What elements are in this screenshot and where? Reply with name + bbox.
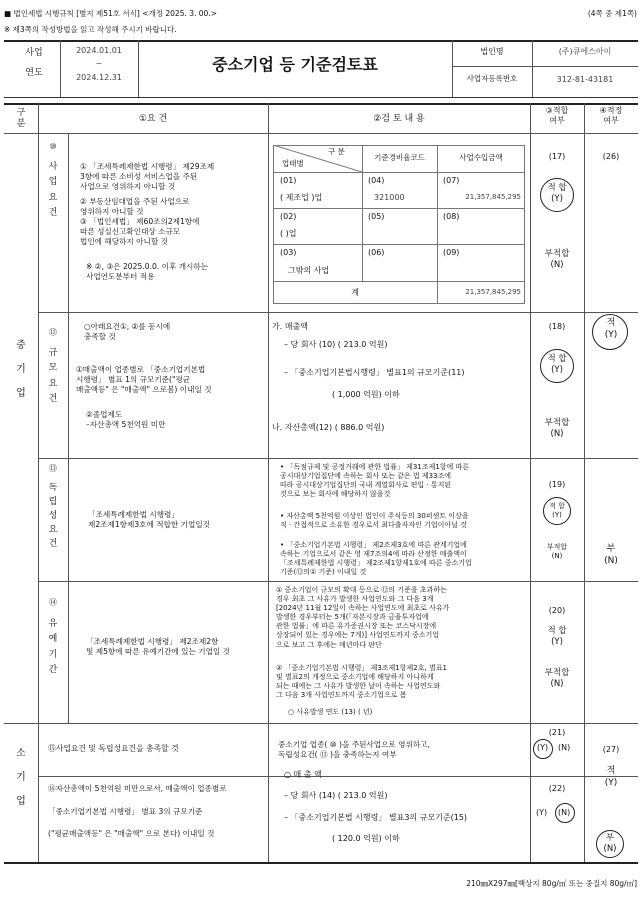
row-independence-label: 독 립 성 요 건: [48, 483, 58, 549]
small-req-16-line3: ("평균매출액등" 은 "매출액" 으로 본다) 이내일 것: [48, 829, 215, 838]
side-label-small: 소 기 업: [16, 748, 26, 807]
grid-head-code: 기준경비율코드: [374, 153, 425, 162]
small-req-16-line2: 「중소기업기본법 시행령」 별표 3의 규모기준: [48, 807, 203, 816]
scale-fit-number: (18): [548, 322, 566, 331]
year-separator: ~: [95, 59, 103, 68]
year-label-2: 연도: [25, 68, 43, 78]
reg-no-value: 312-81-43181: [556, 75, 614, 84]
row-business-number: ⑩: [49, 142, 57, 151]
grid-r1-industry: ( 제조업 )업: [280, 193, 323, 202]
scale-b-assets: 나. 자산총액(12) ( 886.0 억원): [272, 423, 385, 432]
corp-name-label: 법인명: [480, 47, 504, 56]
small-adequacy-number: (27): [602, 745, 620, 754]
row-business-label: 사 업 요 건: [48, 162, 58, 218]
row-grace-label: 유 예 기 간: [48, 619, 58, 675]
small-req-15: ⑮사업요건 및 독립성요건을 충족할 것: [48, 744, 179, 753]
year-to: 2024.12.31: [76, 73, 122, 82]
col-adequacy: ④적정 여부: [599, 106, 623, 126]
small1-fit-no[interactable]: (N): [558, 743, 571, 752]
grid-r1-code-a: (01): [280, 176, 297, 185]
instruction-note: ※ 제3쪽의 작성방법을 읽고 작성해 주시기 바랍니다.: [4, 25, 177, 34]
adequacy-yes: 적 (Y): [604, 318, 618, 340]
row-scale-number: ⑫: [49, 328, 57, 337]
scale-a-limit: ( 1,000 억원) 이하: [332, 390, 400, 399]
row-scale-label: 규 모 요 건: [48, 348, 58, 404]
grid-r1-std-code: 321000: [374, 193, 405, 202]
small2-fit-yes[interactable]: (Y): [536, 808, 548, 817]
independence-req: 「조세특례제한법 시행령」 제2조제1항제3호에 적합한 기업일것: [88, 510, 211, 529]
independence-fit-no[interactable]: 부적합 (N): [546, 543, 568, 561]
grid-r3-industry: 그밖의 사업: [288, 266, 330, 275]
paper-spec-footer: 210㎜X297㎜[백상지 80g/㎡ 또는 중질지 80g/㎡]: [466, 879, 637, 888]
small1-fit-number: (21): [548, 728, 566, 737]
grace-req: 「조세특례제한법 시행령」 제2조제2항 및 제5항에 따른 유예기간에 있는 기업일 것: [86, 637, 231, 656]
business-fit-yes: 적 합 (Y): [547, 183, 567, 205]
small-adequacy-no: 부 (N): [603, 833, 617, 855]
grid-r2-code-c: (08): [443, 212, 460, 221]
independence-item-3: • 「중소기업기본법 시행령」 제2조제3호에 따른 관계기업에 속하는 기업으로서 같은 영 제7조의4에 따라 산정한 매출액이 「조세특례제한법 시행령」 제2조제1항제1호에 따른 중소기업 기준(⑫의① 기준) 이내일 것: [280, 541, 472, 577]
small2-fit-no[interactable]: (N): [558, 808, 571, 817]
corp-name-value: (주)큐에스아이: [558, 47, 612, 56]
scale-fit-yes: 적 합 (Y): [547, 354, 567, 376]
scale-a-company: – 당 회사 (10) ( 213.0 억원): [284, 340, 388, 349]
business-req-1: ① 「조세특례제한법 시행령」 제29조제 3항에 따른 소비성 서비스업을 주된 사업으로 영위하지 아니할 것: [80, 162, 215, 191]
grace-fit-no[interactable]: 부적합 (N): [544, 668, 570, 690]
col-fit: ③적합 여부: [545, 106, 569, 126]
scale-req-a: ○아래요건①, ②를 동시에 충족할 것: [84, 322, 171, 341]
business-fit-number: (17): [548, 152, 566, 161]
independence-fit-yes: 적 합 (Y): [549, 502, 565, 520]
col-review: ②검 토 내 용: [373, 114, 425, 124]
independence-fit-number: (19): [548, 480, 566, 489]
independence-item-1: • 「독점규제 및 공정거래에 관한 법률」 제31조제1항에 따른 공시대상기업집단에 속하는 회사 또는 같은 법 제33조에 따라 공시대상기업집단의 국내 계열회사로 편입 · 통지된 것으로 보는 회사에 해당하지 않을것: [280, 463, 470, 499]
grid-r2-code-a: (02): [280, 212, 297, 221]
grid-head-gubun: 구 분: [328, 147, 345, 156]
grace-event-year: ○ 사유발생 연도 (13) ( 년): [288, 708, 373, 716]
grid-head-biz: 업태별: [282, 159, 304, 168]
grid-r3-code-a: (03): [280, 248, 297, 257]
small-adequacy-yes: 적 (Y): [604, 766, 618, 788]
grace-fit-number: (20): [548, 606, 566, 615]
adequacy-number: (26): [602, 152, 620, 161]
small-review-15: 중소기업 업종( ⑩ )을 주된사업으로 영위하고, 독립성요건( ⑬ )을 충족하는지 여부: [278, 740, 430, 759]
row-grace-number: ⑭: [49, 598, 57, 607]
reg-no-label: 사업자등록번호: [466, 74, 518, 83]
scale-a-standard: – 「중소기업기본법시행령」 별표1의 규모기준(11): [284, 368, 465, 377]
business-req-3: ③ 「법인세법」 제60조의2제1항에 따른 성실신고확인대상 소규모 법인에 해당하지 아니할 것: [80, 217, 200, 246]
business-req-2: ② 부동산임대업을 주된 사업으로 영위하지 아니할 것: [80, 197, 190, 216]
grid-r3-code-c: (09): [443, 248, 460, 257]
small-rev-16-label: ○ 매 출 액: [284, 770, 322, 779]
small1-fit-yes[interactable]: (Y): [537, 743, 549, 752]
grace-cond-1: ① 중소기업이 규모의 확대 등으로 ⑫의 기준을 초과하는 경우 최초 그 사유가 발생한 사업연도와 그 다음 3개 [2024년 11월 12일이 속하는 사업연도에 최초로 사유가 발생한 경우부터는 5개(「자본시장과 금융투자업에 관한 법률」에 따른 유가증권시장 또는 코스닥시장에 상장되어 있는 경우에는 7개)] 사업연도까지 중소기업 으로 보고 그 후에는 매년마다 판단: [276, 586, 450, 649]
small-rev-16-limit: ( 120.0 억원) 이하: [332, 834, 400, 843]
grid-total-label: 계: [351, 288, 359, 297]
small-rev-16-standard: – 「중소기업기본법 시행령」 별표3의 규모기준(15): [284, 813, 468, 822]
grid-head-revenue: 사업수입금액: [459, 153, 503, 162]
scale-fit-no[interactable]: 부적합 (N): [544, 418, 570, 440]
small-req-16-line1: ⑯자산총액이 5천억원 미만으로서, 매출액이 업종별로: [48, 784, 227, 793]
small2-fit-number: (22): [548, 784, 566, 793]
col-gubun: 구 분: [16, 108, 26, 130]
side-label-sme: 중 기 업: [16, 340, 26, 399]
row-independence-number: ⑬: [49, 464, 57, 473]
col-requirement: ①요 건: [138, 114, 168, 124]
business-req-note: ※ ②, ③은 2025.0.0. 이후 개시하는 사업연도분부터 적용: [86, 262, 209, 281]
grace-fit-yes[interactable]: 적 합 (Y): [547, 626, 567, 648]
page-indicator: (4쪽 중 제1쪽): [587, 9, 637, 18]
scale-a-label: 가. 매출액: [272, 322, 308, 331]
year-from: 2024.01.01: [76, 46, 122, 55]
independence-item-2: • 자산총액 5천억원 이상인 법인이 주식등의 30퍼센트 이상을 직 · 간접적으로 소유한 경우로서 최다출자자인 기업이아닐 것: [280, 512, 469, 530]
scale-req-2: ②졸업제도 –자산총액 5천억원 미만: [86, 410, 166, 429]
grid-r3-code-b: (06): [368, 248, 385, 257]
grid-r1-revenue: 21,357,845,295: [465, 193, 521, 201]
grid-r1-code-b: (04): [368, 176, 385, 185]
page-title: 중소기업 등 기준검토표: [212, 55, 378, 74]
grace-cond-2: ② 「중소기업기본법 시행령」 제3조제1항제2호, 별표1 및 별표2의 개정으로 중소기업에 해당하지 아니하게 되는 때에는 그 사유가 발생한 날이 속하는 사업연도와 그 다음 3개 사업연도까지 중소기업으로 봄: [276, 664, 447, 700]
year-label-1: 사업: [25, 48, 43, 58]
form-reference: ■ 법인세법 시행규칙 [별지 제51호 서식] <개정 2025. 3. 00.>: [4, 9, 217, 18]
small-rev-16-company: – 당 회사 (14) ( 213.0 억원): [284, 791, 388, 800]
grid-r1-code-c: (07): [443, 176, 460, 185]
adequacy-no: 부 (N): [604, 544, 618, 566]
business-fit-no[interactable]: 부적합 (N): [544, 249, 570, 271]
grid-total-revenue: 21,357,845,295: [465, 288, 521, 296]
grid-r2-code-b: (05): [368, 212, 385, 221]
grid-r2-industry: ( )업: [280, 229, 297, 238]
scale-req-1: ①매출액이 업종별로 「중소기업기본법 시행령」 별표 1의 규모기준("평균 매출액등" 은 "매출액" 으로봄) 이내일 것: [76, 365, 212, 394]
